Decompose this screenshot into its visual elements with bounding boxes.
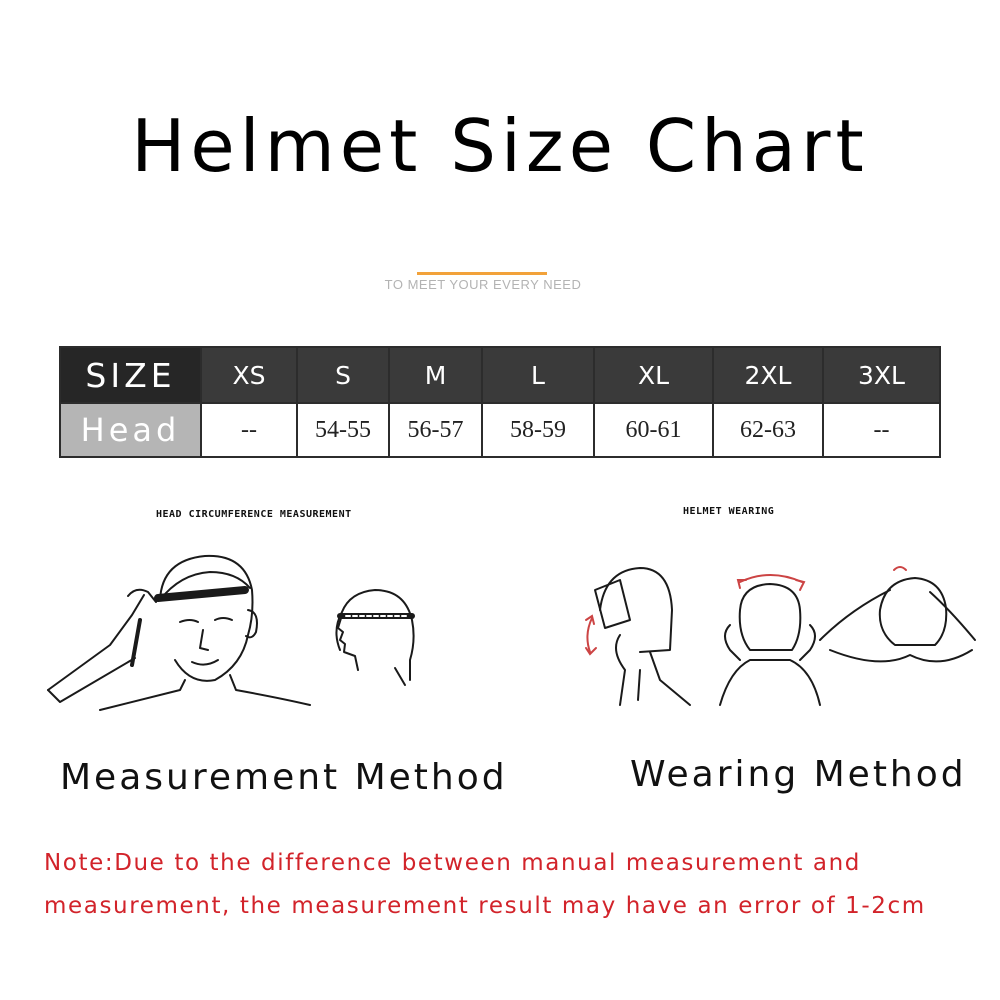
head-l: 58-59 bbox=[482, 403, 594, 457]
measurement-method-label: Measurement Method bbox=[60, 757, 508, 798]
head-xl: 60-61 bbox=[594, 403, 713, 457]
size-xs: XS bbox=[201, 347, 297, 403]
size-xl: XL bbox=[594, 347, 713, 403]
head-s: 54-55 bbox=[297, 403, 389, 457]
measurement-caption: HEAD CIRCUMFERENCE MEASUREMENT bbox=[156, 509, 352, 520]
size-s: S bbox=[297, 347, 389, 403]
tagline: TO MEET YOUR EVERY NEED bbox=[384, 277, 582, 292]
note-line-1: Note:Due to the difference between manual measurement and bbox=[44, 850, 861, 876]
wearing-caption: HELMET WEARING bbox=[683, 506, 775, 517]
size-header-label: SIZE bbox=[60, 347, 201, 403]
wearing-method-label: Wearing Method bbox=[630, 754, 967, 795]
size-m: M bbox=[389, 347, 482, 403]
size-2xl: 2XL bbox=[713, 347, 823, 403]
tagline-accent-bar bbox=[417, 272, 547, 275]
size-table bbox=[59, 346, 941, 458]
page-title: Helmet Size Chart bbox=[131, 104, 869, 188]
size-header-row bbox=[60, 347, 940, 403]
size-3xl: 3XL bbox=[823, 347, 940, 403]
helmet-wearing-illustration bbox=[580, 540, 980, 720]
head-measurement-illustration bbox=[40, 540, 440, 720]
head-3xl: -- bbox=[823, 403, 940, 457]
note-line-2: measurement, the measurement result may have an error of 1-2cm bbox=[44, 893, 926, 919]
head-xs: -- bbox=[201, 403, 297, 457]
head-2xl: 62-63 bbox=[713, 403, 823, 457]
head-m: 56-57 bbox=[389, 403, 482, 457]
head-row bbox=[60, 403, 940, 457]
size-l: L bbox=[482, 347, 594, 403]
head-row-label: Head bbox=[60, 403, 201, 457]
